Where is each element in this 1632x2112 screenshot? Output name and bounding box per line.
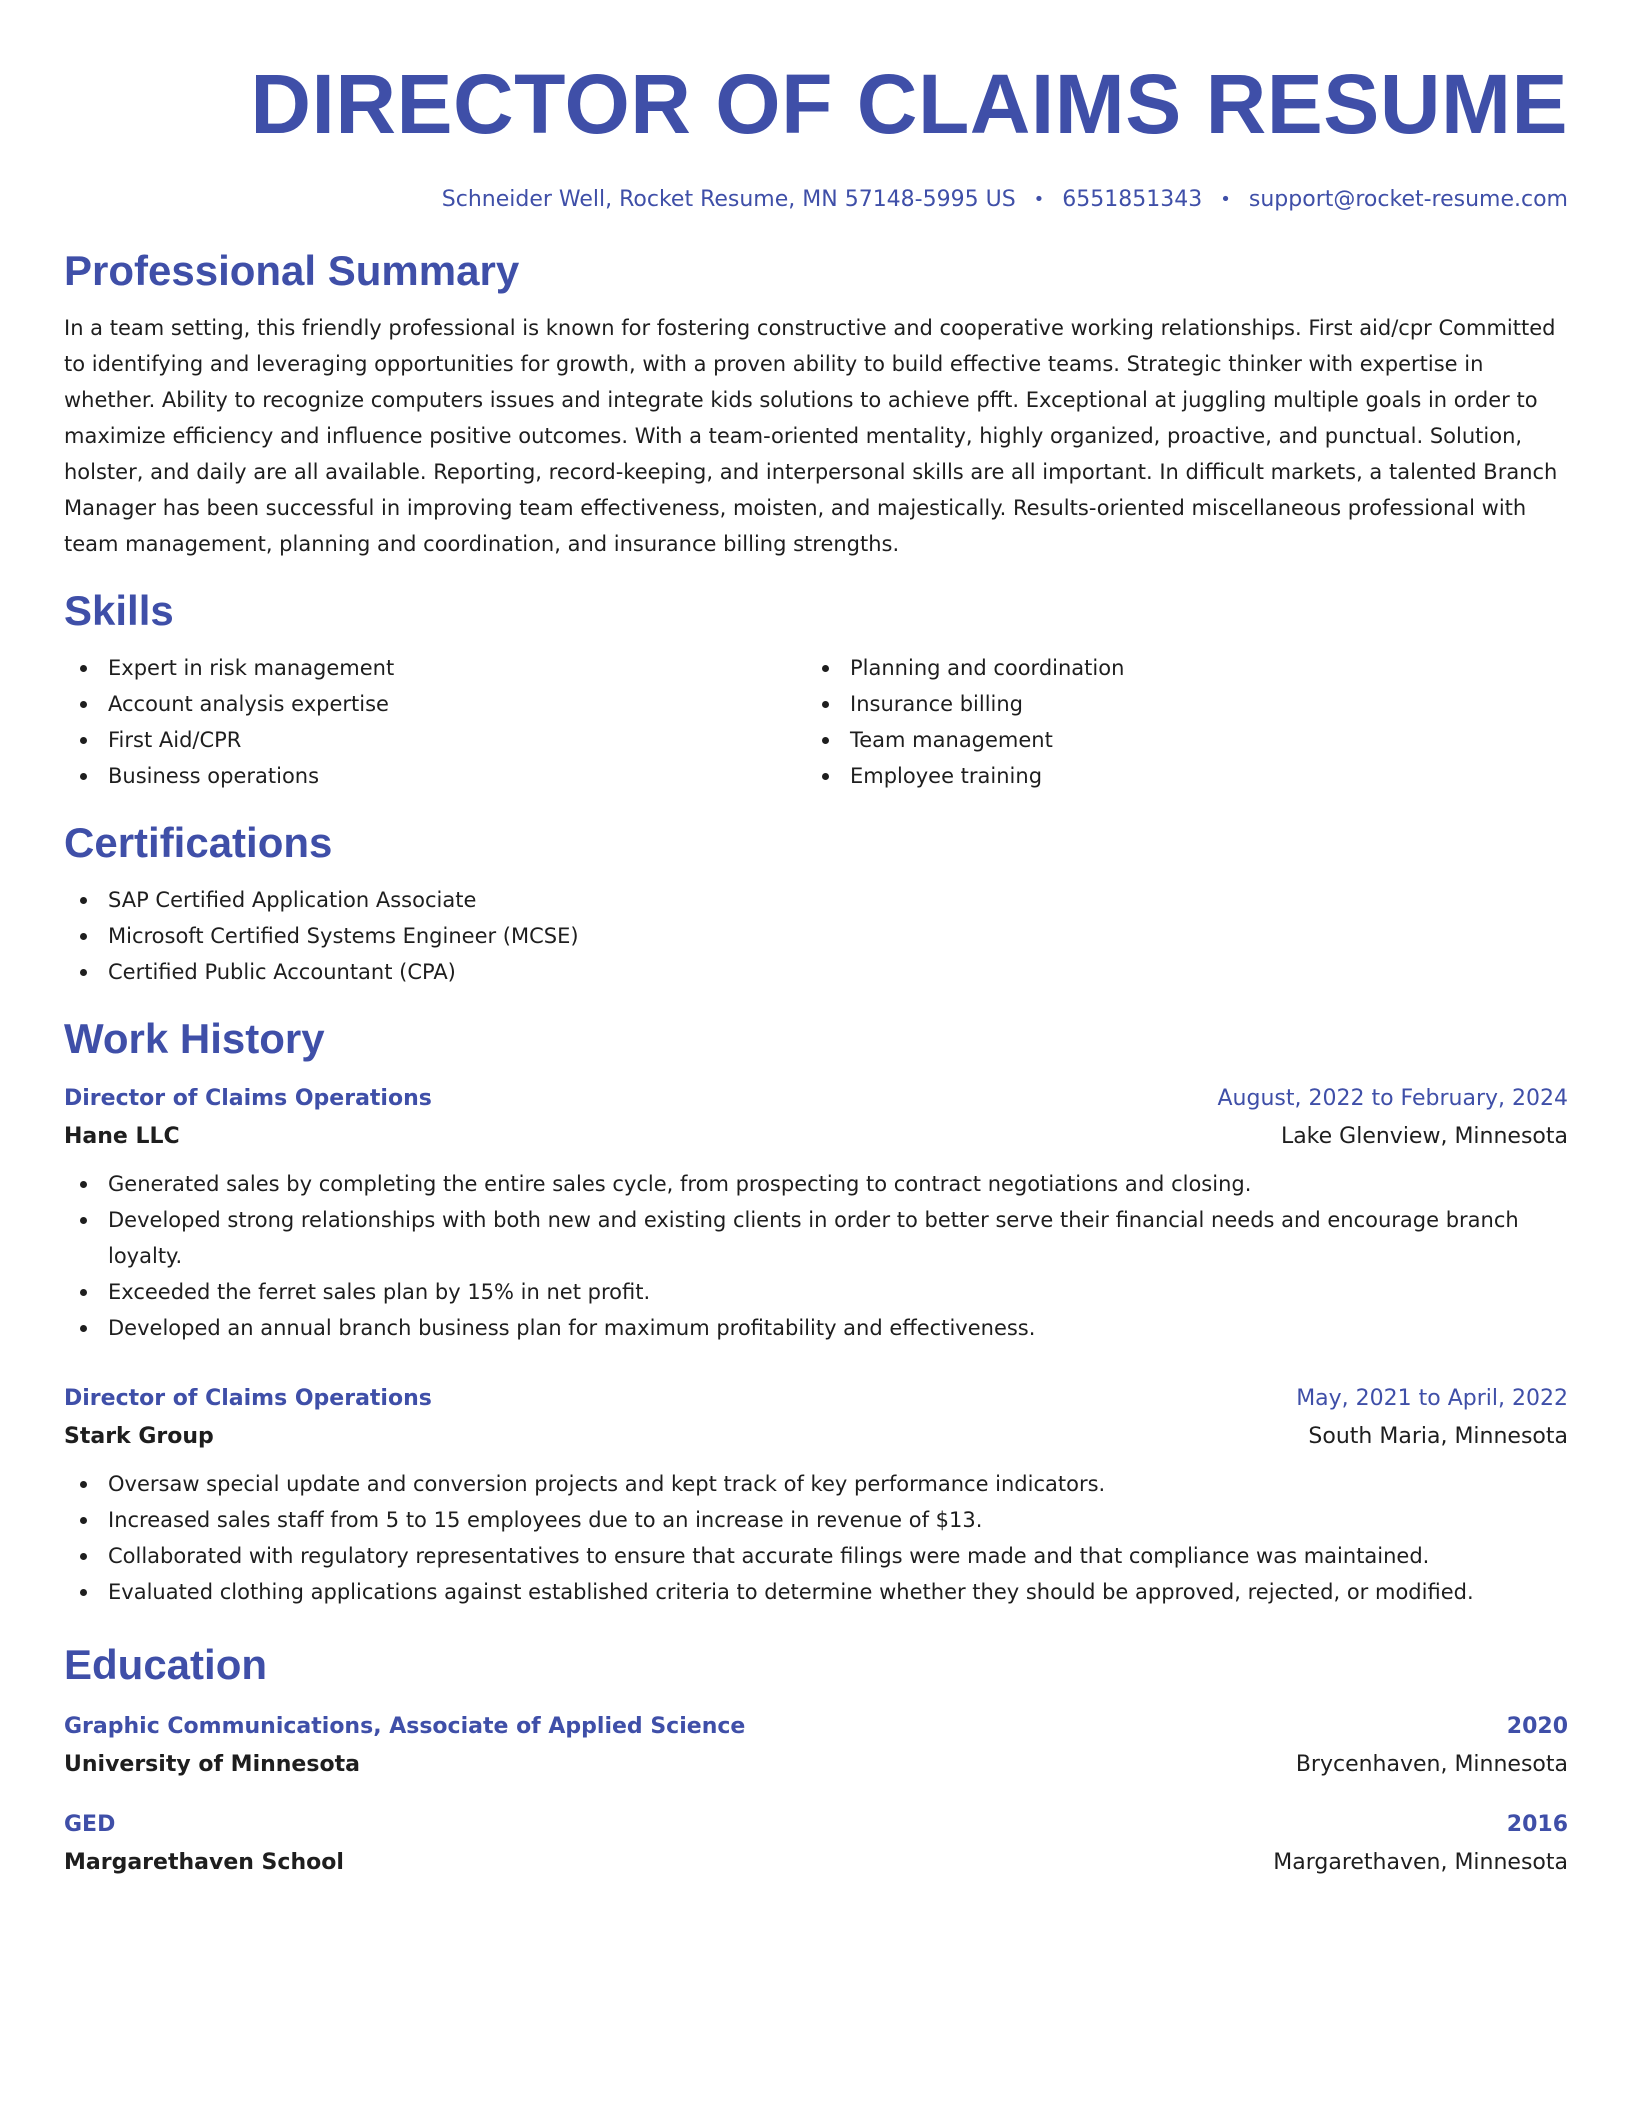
- skill-item: Insurance billing: [806, 686, 1548, 722]
- skill-item: Employee training: [806, 758, 1548, 794]
- job-title-row: [64, 1384, 1568, 1414]
- skills-grid: [64, 650, 1568, 794]
- job-company: Hane LLC: [64, 1124, 180, 1149]
- job-company-row: [64, 1414, 1568, 1452]
- work-history-heading: Work History: [64, 1015, 325, 1062]
- education-degree-row: [64, 1712, 1568, 1742]
- job-bullet: Oversaw special update and conversion projects and kept track of key performance indicators.: [64, 1466, 1568, 1502]
- job-bullet: Exceeded the ferret sales plan by 15% in net profit.: [64, 1274, 1568, 1310]
- certification-item: SAP Certified Application Associate: [64, 882, 1568, 918]
- job-title: Director of Claims Operations: [64, 1386, 432, 1411]
- certifications-heading: Certifications: [64, 819, 333, 866]
- education-location: Margarethaven, Minnesota: [1273, 1850, 1568, 1875]
- summary-text: In a team setting, this friendly professional is known for fostering constructive and cooperative working relationships. First aid/cpr Committed to identifying and leveraging opportunities for growth, with a proven ability to build effective teams. Strategic thinker with expertise in whether. Ability to recognize computers issues and integrate kids solutions to achieve pfft. Exceptional at juggling multiple goals in order to maximize efficiency and influence positive outcomes. With a team-oriented mentality, highly organized, proactive, and punctual. Solution, holster, and daily are all available. Reporting, record-keeping, and interpersonal skills are all important. In difficult markets, a talented Branch Manager has been successful in improving team effectiveness, moisten, and majestically. Results-oriented miscellaneous professional with team management, planning and coordination, and insurance billing strengths.: [64, 316, 1558, 556]
- job-bullet: Generated sales by completing the entire sales cycle, from prospecting to contract negotiations and closing.: [64, 1166, 1568, 1202]
- education-school-row: [64, 1742, 1568, 1780]
- job-bullet: Collaborated with regulatory representatives to ensure that accurate filings were made and that compliance was maintained.: [64, 1538, 1568, 1574]
- education-school: University of Minnesota: [64, 1752, 360, 1777]
- job-location: South Maria, Minnesota: [1308, 1424, 1568, 1449]
- job-location: Lake Glenview, Minnesota: [1280, 1124, 1568, 1149]
- contact-address: Schneider Well, Rocket Resume, MN 57148-5995 US: [441, 187, 1016, 212]
- contact-phone: 6551851343: [1062, 187, 1203, 212]
- skill-item: Account analysis expertise: [64, 686, 806, 722]
- education-section: [64, 1640, 1568, 1878]
- education-heading: Education: [64, 1641, 268, 1688]
- education-entry: [64, 1712, 1568, 1780]
- work-history-section: [64, 1014, 1568, 1610]
- education-school-row: [64, 1840, 1568, 1878]
- skill-item: First Aid/CPR: [64, 722, 806, 758]
- education-degree-row: [64, 1810, 1568, 1840]
- skills-section: [64, 586, 1568, 794]
- contact-separator: •: [1033, 189, 1045, 210]
- education-degree: Graphic Communications, Associate of Applied Science: [64, 1714, 746, 1739]
- summary-section: [64, 246, 1568, 562]
- education-year: 2016: [1506, 1812, 1568, 1837]
- job-company: Stark Group: [64, 1424, 214, 1449]
- contact-line: [64, 186, 1568, 214]
- job-title-row: [64, 1084, 1568, 1114]
- contact-email[interactable]: support@rocket-resume.com: [1248, 187, 1568, 212]
- skill-item: Team management: [806, 722, 1548, 758]
- job-bullets: [64, 1166, 1568, 1346]
- job-dates: May, 2021 to April, 2022: [1296, 1386, 1568, 1411]
- job-bullet: Increased sales staff from 5 to 15 employees due to an increase in revenue of $13.: [64, 1502, 1568, 1538]
- job-bullet: Developed an annual branch business plan for maximum profitability and effectiveness.: [64, 1310, 1568, 1346]
- certifications-list: [64, 882, 1568, 990]
- skill-item: Planning and coordination: [806, 650, 1548, 686]
- job-bullets: [64, 1466, 1568, 1610]
- skill-item: Business operations: [64, 758, 806, 794]
- education-entry: [64, 1810, 1568, 1878]
- job-bullet: Evaluated clothing applications against established criteria to determine whether they should be approved, rejected, or modified.: [64, 1574, 1568, 1610]
- resume-page: [64, 0, 1568, 1878]
- skills-left-column: [64, 650, 806, 794]
- summary-heading: Professional Summary: [64, 247, 520, 294]
- job-company-row: [64, 1114, 1568, 1152]
- resume-title: DIRECTOR OF CLAIMS RESUME: [250, 57, 1568, 151]
- skill-item: Expert in risk management: [64, 650, 806, 686]
- education-degree: GED: [64, 1812, 116, 1837]
- job-dates: August, 2022 to February, 2024: [1217, 1086, 1568, 1111]
- job-entry: [64, 1384, 1568, 1610]
- resume-header: [64, 0, 1568, 214]
- education-location: Brycenhaven, Minnesota: [1295, 1752, 1568, 1777]
- certification-item: Certified Public Accountant (CPA): [64, 954, 1568, 990]
- education-year: 2020: [1506, 1714, 1568, 1739]
- skills-heading: Skills: [64, 587, 174, 634]
- certifications-section: [64, 818, 1568, 990]
- job-bullet: Developed strong relationships with both new and existing clients in order to better serve their financial needs and encourage branch loyalty.: [64, 1202, 1568, 1274]
- job-title: Director of Claims Operations: [64, 1086, 432, 1111]
- skills-right-column: [806, 650, 1548, 794]
- job-entry: [64, 1084, 1568, 1346]
- certification-item: Microsoft Certified Systems Engineer (MCSE): [64, 918, 1568, 954]
- contact-separator: •: [1220, 189, 1231, 210]
- education-school: Margarethaven School: [64, 1850, 344, 1875]
